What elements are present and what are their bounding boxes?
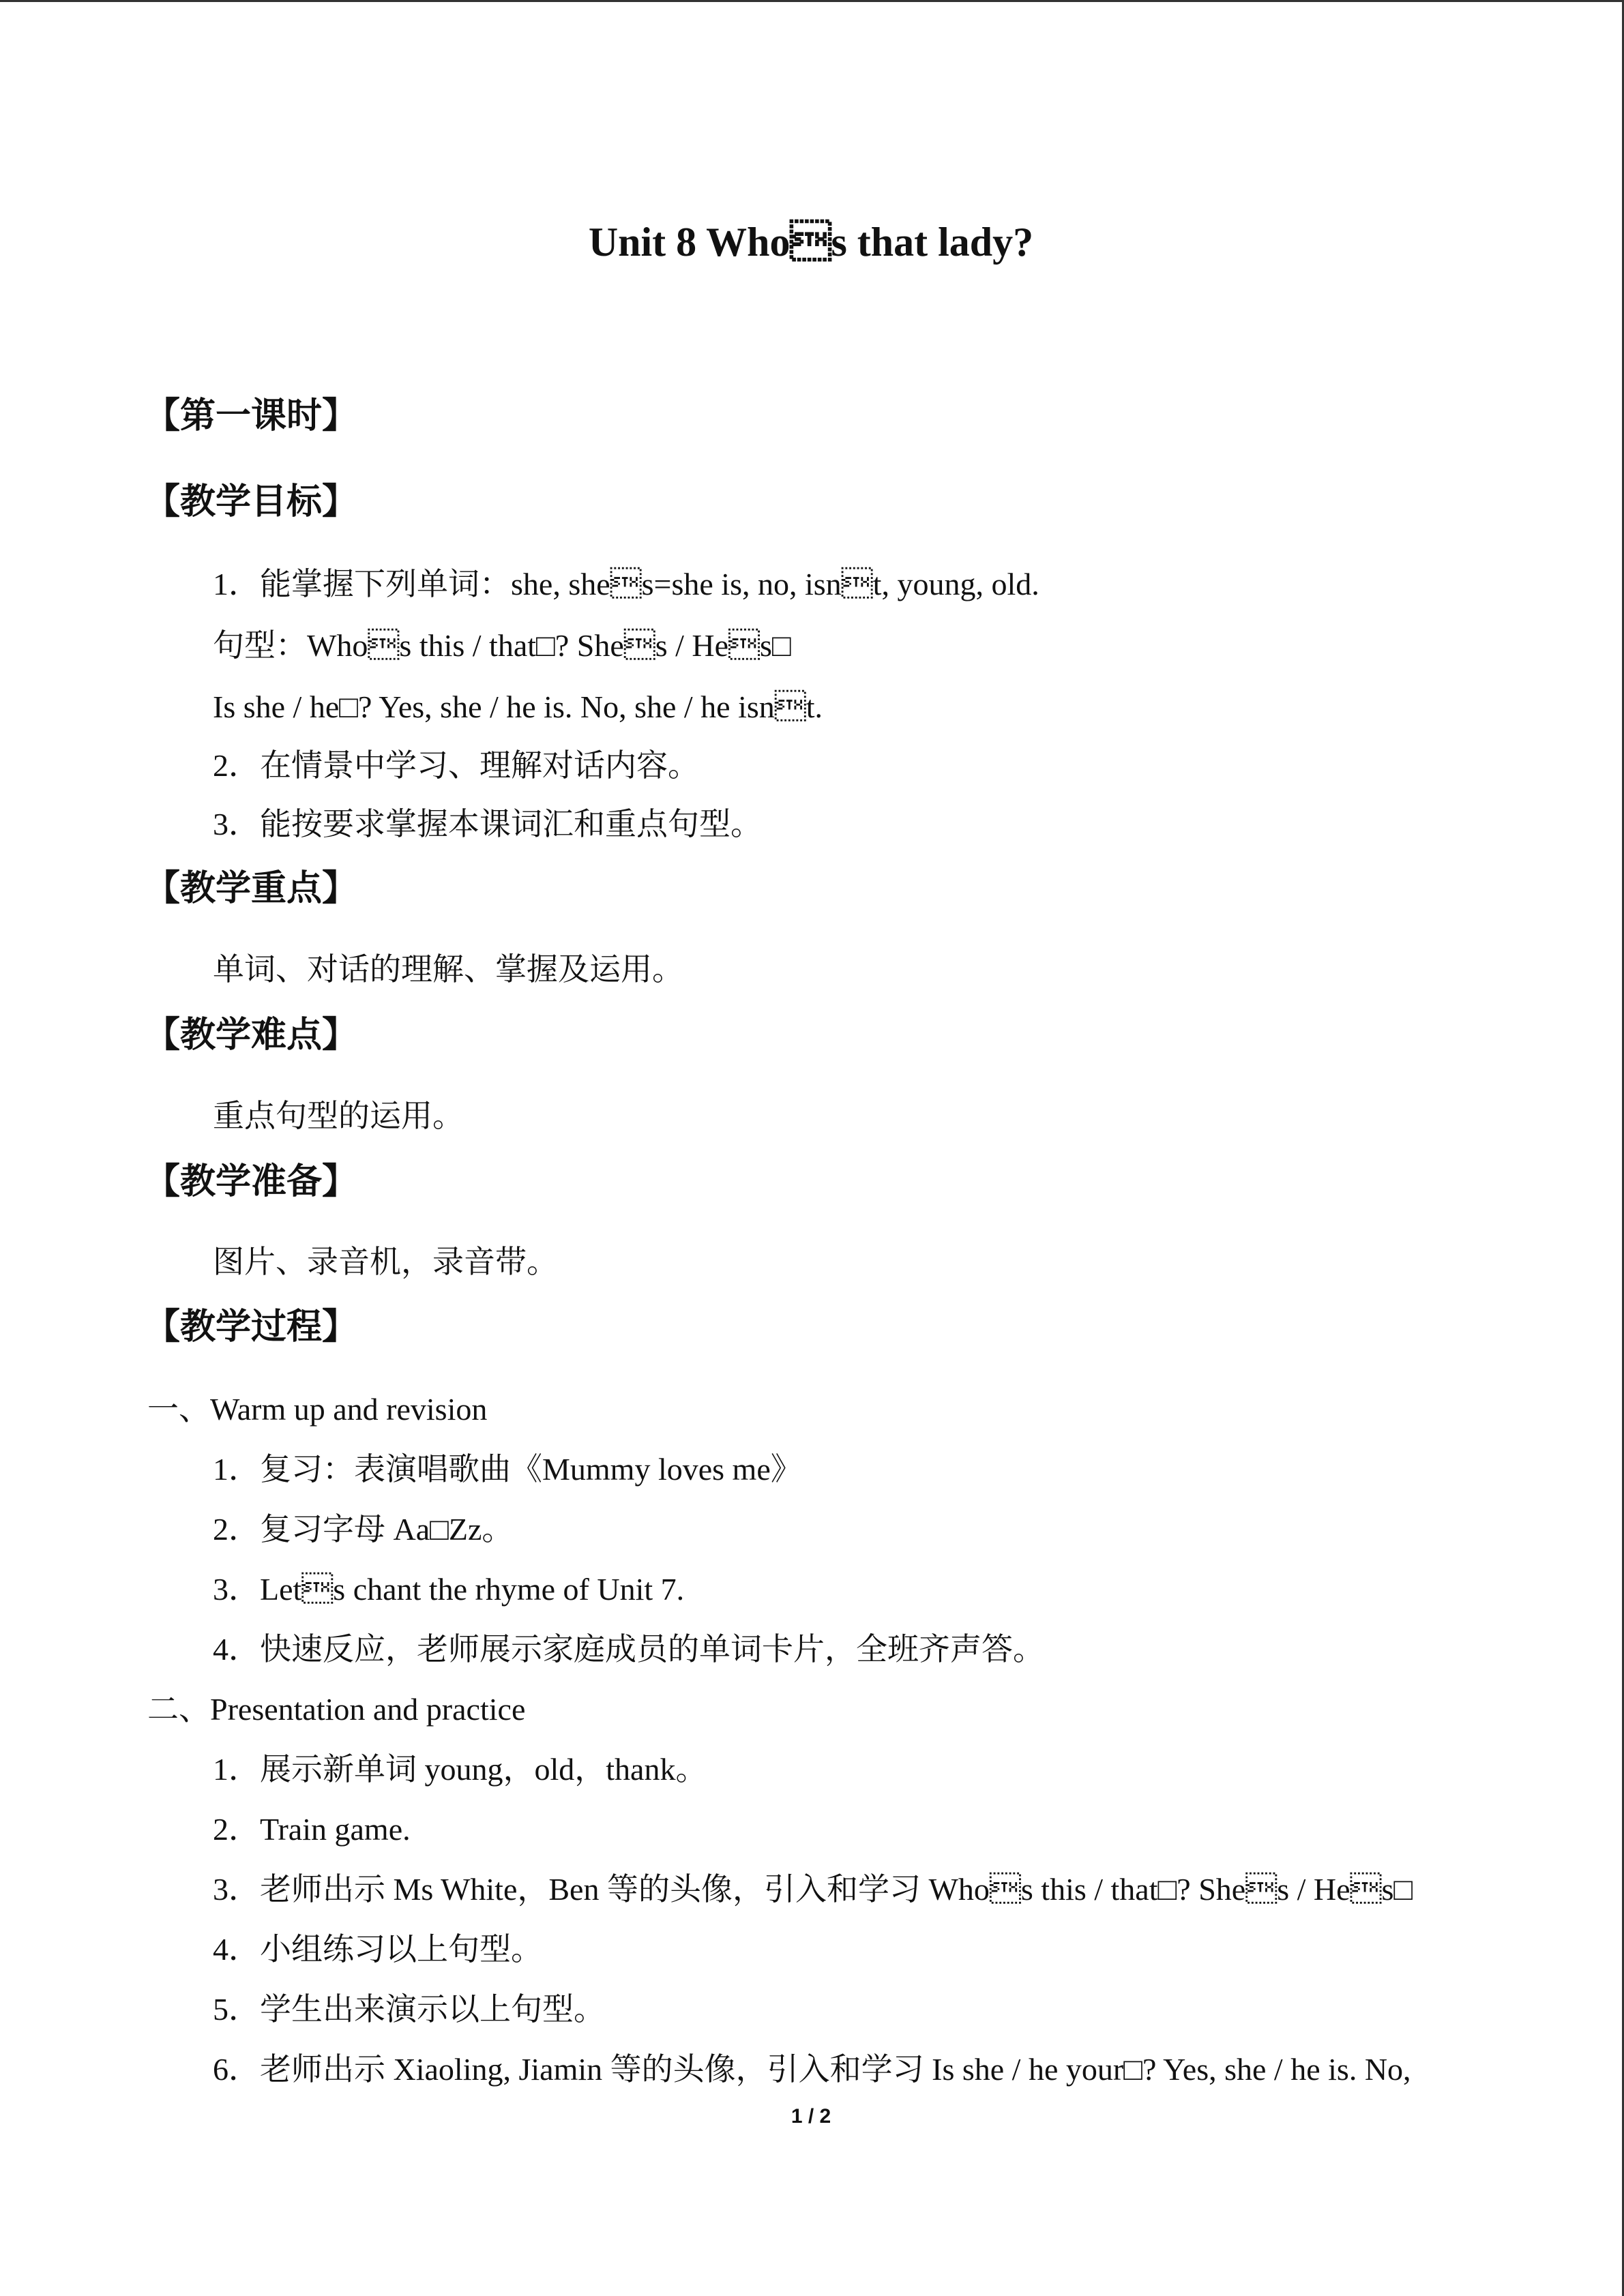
key-points-heading: 【教学重点】 <box>145 868 358 909</box>
process-part2-title: 二、Presentation and practice <box>147 1692 526 1727</box>
document-title: Unit 8 Whos that lady? <box>588 220 1034 265</box>
process-part1-item: 2．复习字母 Aa□Zz。 <box>213 1512 514 1547</box>
process-part2-item: 5．学生出来演示以上句型。 <box>213 1992 605 2027</box>
objective-line: 1．能掌握下列单词：she, shes=she is, no, isnt, young, old. <box>213 567 1039 601</box>
process-part1-title: 一、Warm up and revision <box>147 1392 488 1427</box>
objective-line: Is she / he□? Yes, she / he is. No, she / he isnt. <box>213 689 823 724</box>
process-part2-item: 4．小组练习以上句型。 <box>213 1932 542 1967</box>
process-part2-item: 1．展示新单词 young，old，thank。 <box>213 1752 707 1787</box>
process-part1-item: 1．复习：表演唱歌曲《Mummy loves me》 <box>213 1452 802 1487</box>
objective-line: 句型：Whos this / that□? Shes / Hes□ <box>213 628 791 663</box>
process-part2-item: 6．老师出示 Xiaoling, Jiamin 等的头像，引入和学习 Is she / he your□? Yes, she / he is. No, <box>213 2052 1411 2087</box>
process-part1-item: 4．快速反应，老师展示家庭成员的单词卡片，全班齐声答。 <box>213 1632 1044 1667</box>
process-heading: 【教学过程】 <box>145 1307 358 1347</box>
process-part1-item: 3．Lets chant the rhyme of Unit 7. <box>213 1572 685 1607</box>
difficulties-text: 重点句型的运用。 <box>213 1099 464 1133</box>
lesson-heading: 【第一课时】 <box>145 396 358 436</box>
objective-line: 2．在情景中学习、理解对话内容。 <box>213 748 699 783</box>
preparation-heading: 【教学准备】 <box>145 1161 358 1202</box>
difficulties-heading: 【教学难点】 <box>145 1015 358 1056</box>
preparation-text: 图片、录音机，录音带。 <box>213 1244 558 1279</box>
objectives-heading: 【教学目标】 <box>145 481 358 522</box>
objective-line: 3．能按要求掌握本课词汇和重点句型。 <box>213 807 762 841</box>
key-points-text: 单词、对话的理解、掌握及运用。 <box>213 952 683 987</box>
process-part2-item: 2．Train game. <box>213 1812 411 1847</box>
process-part2-item: 3．老师出示 Ms White，Ben 等的头像，引入和学习 Whos this / that□? Shes / Hes□ <box>213 1872 1413 1907</box>
page-number: 1 / 2 <box>791 2105 831 2128</box>
